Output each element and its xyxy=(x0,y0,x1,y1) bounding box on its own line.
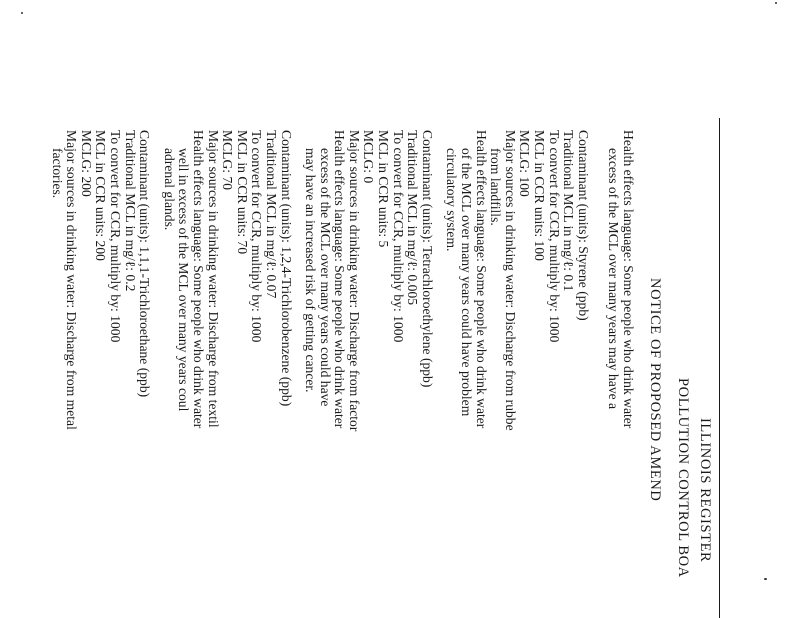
contaminant-block-tetrachloroethylene xyxy=(303,130,434,618)
body-line: Major sources in drinking water: Discharge from factor xyxy=(346,130,362,432)
document-body xyxy=(49,130,635,618)
health-effects-block xyxy=(606,130,635,618)
rotated-text-frame xyxy=(49,0,720,618)
body-line: Contaminant (units): 1,1,1-Trichloroethane (ppb) xyxy=(137,130,153,398)
body-line: Traditional MCL in mg/ℓ: 0.2 xyxy=(122,130,138,292)
body-line: To convert for CCR, multiply by: 1000 xyxy=(108,130,123,343)
contaminant-block-trichlorobenzene xyxy=(161,130,292,618)
header-rule xyxy=(719,118,720,618)
notice-title: NOTICE OF PROPOSED AMEND xyxy=(647,278,663,502)
body-line: Traditional MCL in mg/ℓ: 0.1 xyxy=(561,130,577,292)
body-line: of the MCL over many years could have problem xyxy=(459,148,475,417)
body-line: Health effects language: Some people who drink water xyxy=(332,130,348,429)
body-line: MCL in CCR units: 100 xyxy=(532,130,548,261)
body-line: To convert for CCR, multiply by: 1000 xyxy=(249,130,265,343)
body-line: MCLG: 100 xyxy=(517,130,533,197)
body-line: MCLG: 0 xyxy=(361,130,377,184)
body-line: Health effects language: Some people who drink water xyxy=(190,130,206,429)
body-line: MCL in CCR units: 70 xyxy=(234,130,250,255)
body-line: factories. xyxy=(49,148,65,199)
body-line: To convert for CCR, multiply by: 1000 xyxy=(390,130,406,343)
body-line: Major sources in drinking water: Discharge from metal xyxy=(64,130,80,430)
body-line: Contaminant (units): Styrene (ppb) xyxy=(575,130,591,321)
body-line: Major sources in drinking water: Discharge from rubbe xyxy=(502,130,518,431)
body-line: Traditional MCL in mg/ℓ: 0.005 xyxy=(405,130,421,306)
body-line: adrenal glands. xyxy=(161,148,177,231)
body-line: circulatory system. xyxy=(444,148,460,252)
body-line: excess of the MCL over many years could have xyxy=(317,148,333,407)
body-line: well in excess of the MCL over many years coul xyxy=(176,148,192,412)
body-line: excess of the MCL over many years may have a xyxy=(606,148,622,410)
contaminant-block-styrene xyxy=(444,130,590,618)
register-title: ILLINOIS REGISTER xyxy=(697,418,713,563)
body-line: Contaminant (units): 1,2,4-Trichlorobenzene (ppb) xyxy=(278,130,294,407)
body-line: Contaminant (units): Tetrachloroethylene (ppb) xyxy=(419,130,435,388)
body-line: Health effects language: Some people who drink water xyxy=(621,130,636,429)
scan-speck xyxy=(21,12,23,14)
body-line: Major sources in drinking water: Discharge from textil xyxy=(205,130,221,428)
contaminant-block-trichloroethane xyxy=(49,130,151,618)
scan-speck xyxy=(775,2,777,4)
scan-speck xyxy=(764,578,767,580)
body-line: Health effects language: Some people who drink water xyxy=(473,130,489,429)
body-line: MCLG: 200 xyxy=(78,130,94,197)
body-line: may have an increased risk of getting cancer. xyxy=(303,148,319,393)
body-line: MCLG: 70 xyxy=(220,130,236,191)
body-line: To convert for CCR, multiply by: 1000 xyxy=(546,130,562,343)
board-title: POLLUTION CONTROL BOA xyxy=(675,378,691,578)
body-line: MCL in CCR units: 5 xyxy=(376,130,392,248)
body-line: from landfills. xyxy=(488,148,504,226)
body-line: Traditional MCL in mg/ℓ: 0.07 xyxy=(263,130,279,299)
body-line: MCL in CCR units: 200 xyxy=(93,130,109,261)
